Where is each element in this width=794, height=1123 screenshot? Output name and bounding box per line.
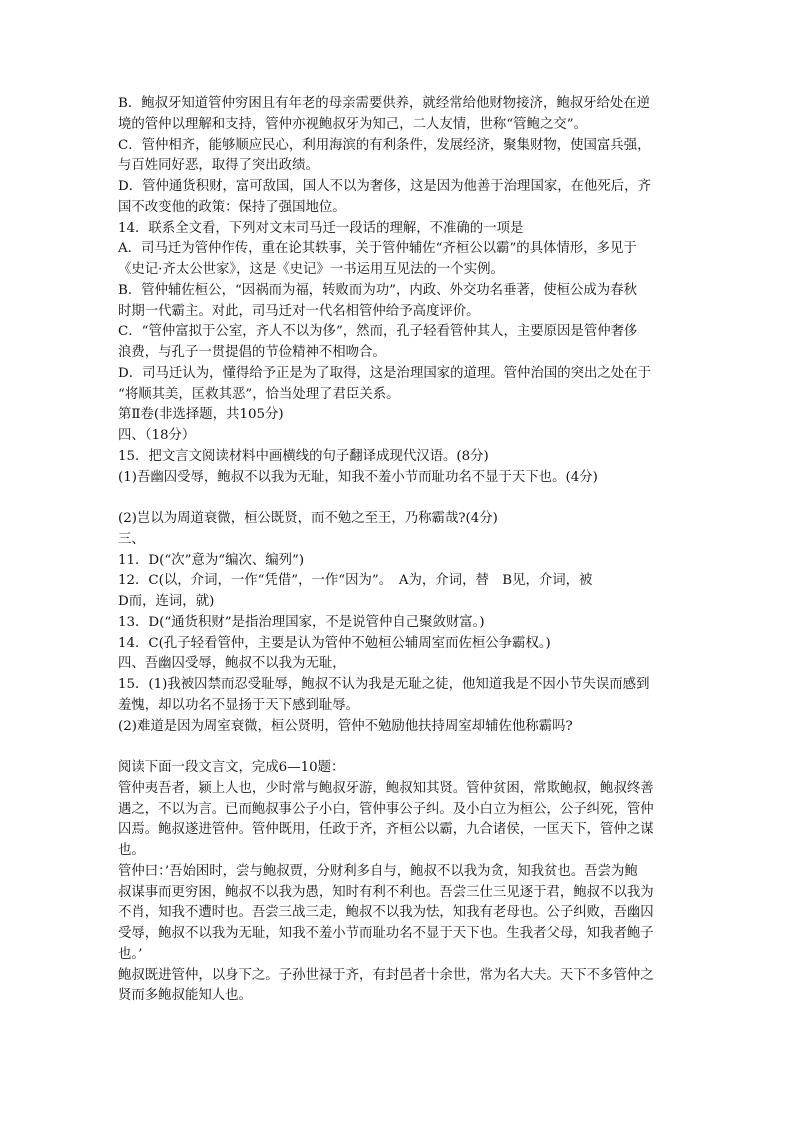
passage-line: 囚焉。鲍叔遂进管仲。管仲既用，任政于齐，齐桓公以霸，九合诸侯，一匡天下，管仲之谋: [118, 822, 654, 838]
answer-line: 11．D(“次”意为“编次、编列”): [118, 552, 305, 568]
text-line: A．司马迁为管仲作传，重在论其轶事，关于管仲辅佐“齐桓公以霸”的具体情形，多见于: [118, 241, 637, 257]
text-line: D．管仲通货积财，富可敌国，国人不以为奢侈，这是因为他善于治理国家，在他死后，齐: [118, 179, 651, 194]
answer-line: 四、吾幽囚受辱，鲍叔不以我为无耻，: [118, 656, 346, 672]
answer-line: D而，连词，就): [118, 594, 215, 609]
text-line: 《史记·齐太公世家》，这是《史记》一书运用互见法的一个实例。: [118, 262, 504, 277]
passage-line: 受辱，鲍叔不以我为无耻，知我不羞小节而耻功名不显于天下也。生我者父母，知我者鲍子: [118, 926, 654, 941]
passage-line: 叔谋事而更穷困，鲍叔不以我为愚，知时有利不利也。吾尝三仕三见逐于君，鲍叔不以我为: [118, 884, 654, 900]
text-line: B．管仲辅佐桓公，“因祸而为福，转败而为功”，内政、外交功名垂著，使桓公成为春秋: [118, 282, 637, 298]
passage-line: 也。’: [118, 946, 143, 962]
passage-line: 贤而多鲍叔能知人也。: [118, 988, 252, 1004]
text-line: (1)吾幽囚受辱，鲍叔不以我为无耻，知我不羞小节而耻功名不显于天下也。(4分): [118, 469, 598, 485]
text-line: C．管仲相齐，能够顺应民心，利用海滨的有利条件，发展经济，聚集财物，使国富兵强，: [118, 137, 651, 153]
text-line: (2)岂以为周道衰微，桓公既贤，而不勉之至王，乃称霸哉?(4分): [118, 511, 498, 526]
text-line: 时期一代霸主。对此，司马迁对一代名相管仲给予高度评价。: [118, 303, 480, 319]
passage-line: 管仲曰：’吾始困时，尝与鲍叔贾，分财利多自与，鲍叔不以我为贪，知我贫也。吾尝为鲍: [118, 863, 638, 879]
text-line: C．“管仲富拟于公室，齐人不以为侈”，然而，孔子轻看管仲其人，主要原因是管仲奢侈: [118, 324, 638, 340]
answer-line: 羞愧，却以功名不显扬于天下感到耻辱。: [118, 697, 360, 713]
question-heading: 14．联系全文看，下列对文末司马迁一段话的理解，不准确的一项是: [118, 220, 524, 236]
answer-line: 15．(1)我被囚禁而忍受耻辱，鲍叔不认为我是无耻之徒，他知道我是不因小节失误而感到: [118, 677, 650, 692]
text-line: 境的管仲以理解和支持，管仲亦视鲍叔牙为知己，二人友情，世称“管鲍之交”。: [118, 116, 587, 132]
passage-line: 不肖，知我不遭时也。吾尝三战三走，鲍叔不以我为怯，知我有老母也。公子纠败，吾幽囚: [118, 905, 654, 921]
blank-line: [118, 488, 678, 509]
blank-line: [118, 737, 678, 758]
text-line: 国不改变他的政策：保持了强国地位。: [118, 199, 346, 215]
section-heading: 四、（18分）: [118, 428, 196, 443]
document-body: [118, 94, 678, 1007]
passage-line: 遇之，不以为言。已而鲍叔事公子小白，管仲事公子纠。及小白立为桓公，公子纠死，管仲: [118, 801, 654, 817]
text-line: “将顺其美，匡救其恶”，恰当处理了君臣关系。: [118, 386, 400, 402]
text-line: 与百姓同好恶，取得了突出政绩。: [118, 158, 319, 174]
text-line: D．司马迁认为，懂得给予正是为了取得，这是治理国家的道理。管仲治国的突出之处在于: [118, 365, 651, 381]
reading-instruction: 阅读下面一段文言文，完成6—10题：: [118, 760, 345, 775]
passage-line: 也。: [118, 843, 145, 858]
answer-line: (2)难道是因为周室衰微，桓公贤明，管仲不勉励他扶持周室却辅佐他称霸吗?: [118, 718, 573, 734]
answer-line: 14．C(孔子轻看管仲，主要是认为管仲不勉桓公辅周室而佐桓公争霸权。): [118, 635, 551, 651]
answer-line: 13．D(“通货积财”是指治理国家，不是说管仲自己聚敛财富。): [118, 614, 485, 630]
text-line: B．鲍叔牙知道管仲穷困且有年老的母亲需要供养，就经常给他财物接济，鲍叔牙给处在逆: [118, 96, 651, 111]
answer-line: 12．C(以，介词，一作“凭借”，一作“因为”。 A为，介词，替 B见，介词，被: [118, 573, 593, 589]
text-line: 浪费，与孔子一贯提倡的节俭精神不相吻合。: [118, 345, 386, 360]
question-heading: 15．把文言文阅读材料中画横线的句子翻译成现代汉语。(8分): [118, 448, 489, 464]
passage-line: 鲍叔既进管仲，以身下之。子孙世禄于齐，有封邑者十余世，常为名大夫。天下不多管仲之: [118, 967, 654, 983]
section-heading: 第Ⅱ卷(非选择题，共105分): [118, 407, 284, 423]
section-heading: 三、: [118, 531, 145, 547]
passage-line: 管仲夷吾者，颍上人也，少时常与鲍叔牙游，鲍叔知其贤。管仲贫困，常欺鲍叔，鲍叔终善: [118, 780, 654, 796]
